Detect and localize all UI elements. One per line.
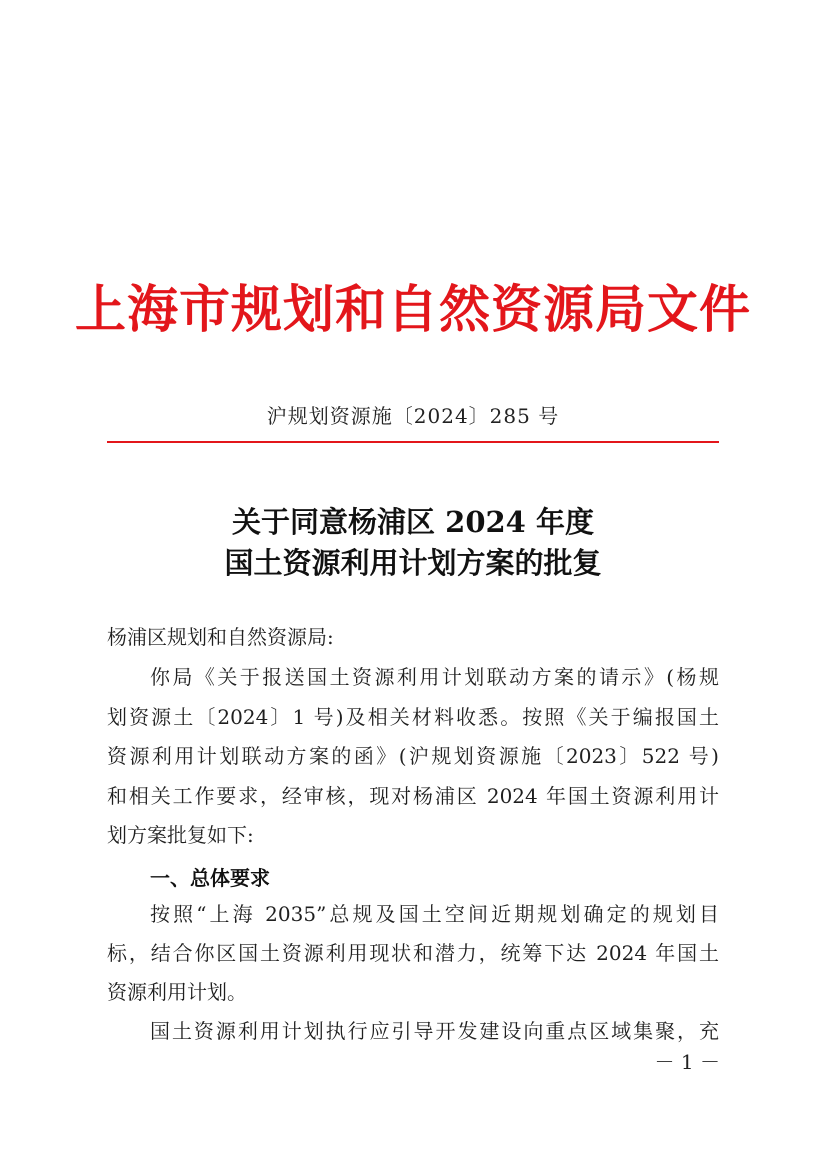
paragraph-2-line: 按照“上海 2035”总规及国土空间近期规划确定的规划目 xyxy=(150,902,719,926)
document-number: 沪规划资源施〔2024〕285 号 xyxy=(266,404,560,428)
paragraph-1-line: 划方案批复如下: xyxy=(107,823,254,847)
issuing-authority-title: 上海市规划和自然资源局文件 xyxy=(74,280,751,340)
paragraph-1-line: 你局《关于报送国土资源利用计划联动方案的请示》(杨规 xyxy=(150,665,719,689)
red-divider-line xyxy=(107,441,719,443)
paragraph-1-line: 划资源土〔2024〕1 号)及相关材料收悉。按照《关于编报国土 xyxy=(107,705,719,729)
paragraph-1-line: 和相关工作要求，经审核，现对杨浦区 2024 年国土资源利用计 xyxy=(107,784,719,808)
paragraph-2-line: 资源利用计划。 xyxy=(107,980,247,1004)
document-title-line-2: 国土资源利用计划方案的批复 xyxy=(224,546,602,580)
document-title-line-1: 关于同意杨浦区 2024 年度 xyxy=(232,505,594,539)
paragraph-2-line: 标，结合你区国土资源利用现状和潜力，统筹下达 2024 年国土 xyxy=(107,941,719,965)
section-heading-general-requirements: 一、总体要求 xyxy=(150,866,270,890)
paragraph-1-line: 资源利用计划联动方案的函》(沪规划资源施〔2023〕522 号) xyxy=(107,744,719,768)
page-number: － 1 － xyxy=(654,1050,720,1074)
paragraph-3-line: 国土资源利用计划执行应引导开发建设向重点区域集聚，充 xyxy=(150,1019,719,1043)
addressee: 杨浦区规划和自然资源局: xyxy=(107,625,334,649)
